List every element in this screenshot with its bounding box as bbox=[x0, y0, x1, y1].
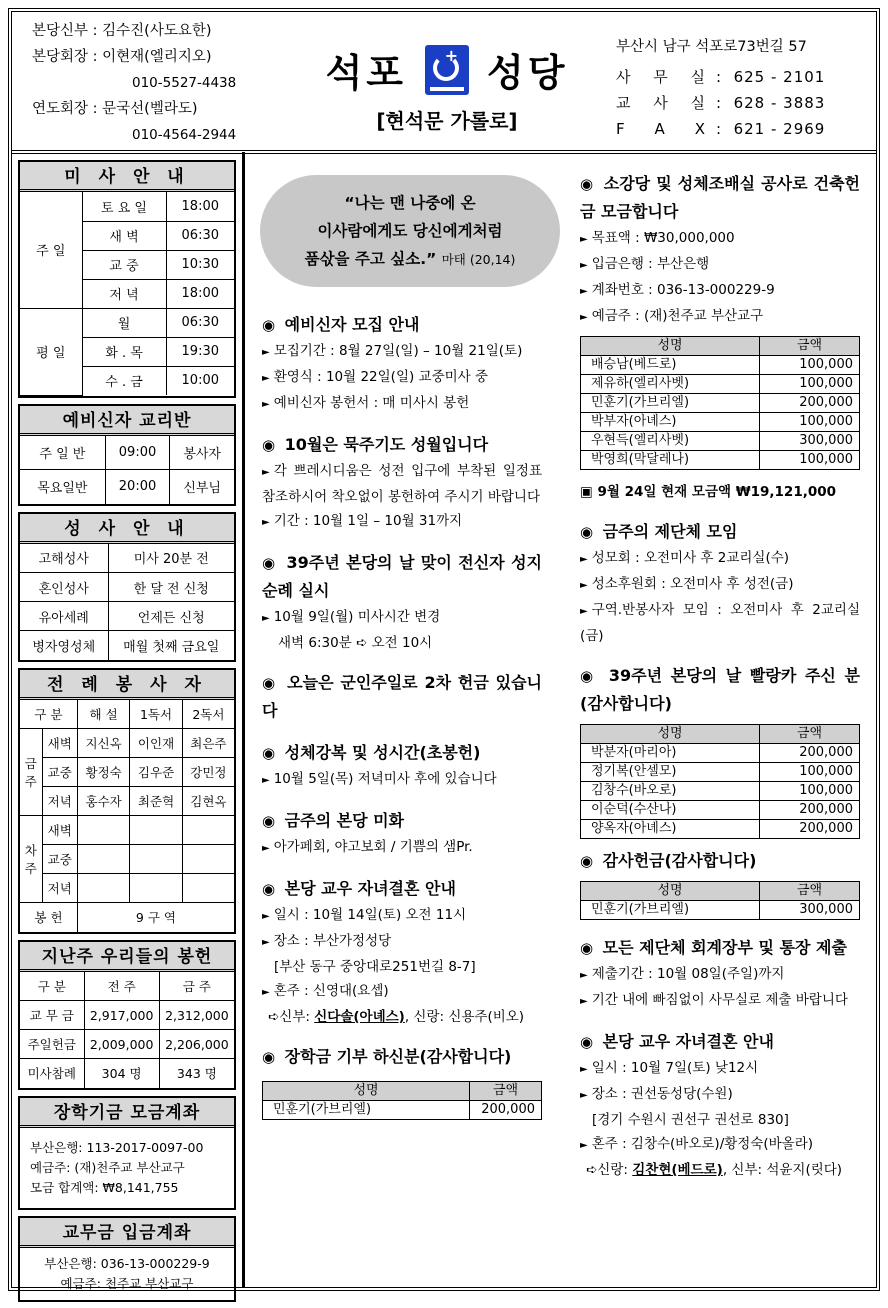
mass-schedule: 미 사 안 내 주 일 토 요 일 18:00 새 벽 06:30 교 중 10:30 저 녁 18:00 평 일 월 06:30 화 . 목 19:30 수 . 금 10:00 bbox=[18, 160, 236, 398]
parish-title bbox=[312, 42, 582, 134]
donor-table: 성명 금액 민훈기(가브리엘) 300,000 bbox=[580, 881, 860, 920]
arrow-icon: ► bbox=[580, 606, 588, 617]
notice-cleaning: ◉ 금주의 본당 미화 ► 아가페회, 야고보회 / 기쁨의 샘Pr. bbox=[262, 811, 473, 855]
address: 부산시 남구 석포로73번길 57 bbox=[616, 39, 807, 55]
bullet-icon: ◉ bbox=[580, 1033, 594, 1051]
notice-rosary: ◉ 10월은 묵주기도 성월입니다 ► 각 쁘레시디움은 성전 입구에 부착된 일정표 참조하시어 착오없이 봉헌하여 주시기 바랍니다 ► 기간 : 10월 1일 – 10월 31까지 bbox=[262, 435, 542, 529]
notice-benediction: ◉ 성체강복 및 성시간(초봉헌) ► 10월 5일(목) 저녁미사 후에 있습니다 bbox=[262, 743, 497, 787]
arrow-icon: ► bbox=[580, 1064, 588, 1075]
notice-palanca-donors: ◉ 39주년 본당의 날 빨랑카 주신 분(감사합니다) 성명 금액 박분자(마리아) 200,000 정기복(안셀모) 100,000 김창수(바오로) 100,000 이순덕(수산나) 200,000 양옥자(아녜스) 200,000 bbox=[580, 662, 860, 839]
contact-info bbox=[616, 34, 825, 142]
header-divider bbox=[12, 150, 876, 154]
arrow-icon: ► bbox=[580, 580, 588, 591]
arrow-icon: ► bbox=[262, 911, 270, 922]
notice-pilgrimage: ◉ 39주년 본당의 날 맞이 전신자 성지순례 실시 ► 10월 9일(월) 미사시간 변경 새벽 6:30분 ➪ 오전 10시 bbox=[262, 553, 543, 651]
arrow-icon: ► bbox=[262, 467, 270, 478]
parish-logo-icon: + bbox=[425, 45, 469, 95]
notice-thanks-offering: ◉ 감사헌금(감사합니다) 성명 금액 민훈기(가브리엘) 300,000 bbox=[580, 847, 860, 920]
notice-wedding-1: ◉ 본당 교우 자녀결혼 안내 ► 일시 : 10월 14일(토) 오전 11시 ► 장소 : 부산가정성당 [부산 동구 중앙대로251번길 8-7] ► 혼주 : 신영대(요셉) ➪신부: 신다솔(아녜스), 신랑: 신용주(비오) bbox=[262, 879, 525, 1025]
contact-office: 사 무 실 : 625 - 2101 bbox=[616, 68, 826, 86]
bullet-icon: ◉ bbox=[580, 939, 594, 957]
arrow-icon: ► bbox=[262, 937, 270, 948]
notice-wedding-2: ◉ 본당 교우 자녀결혼 안내 ► 일시 : 10월 7일(토) 낮12시 ► 장소 : 권선동성당(수원) [경기 수원시 권선구 권선로 830] ► 혼주 : 김창수(바오로)/황정숙(바올라) ➪신랑: 김찬현(베드로), 신부: 석윤지(릿다) bbox=[580, 1032, 843, 1178]
arrow-icon: ► bbox=[580, 996, 588, 1007]
notice-catechumen: ◉ 예비신자 모집 안내 ► 모집기간 : 8월 27일(일) – 10월 21일(토) ► 환영식 : 10월 22일(일) 교중미사 중 ► 예비신자 봉헌서 : 매 미사시 봉헌 bbox=[262, 315, 523, 411]
bullet-icon: ◉ bbox=[262, 880, 276, 898]
notice-scholarship-donors: ◉ 장학금 기부 하신분(감사합니다) 성명 금액 민훈기(가브리엘) 200,000 bbox=[262, 1043, 542, 1120]
notice-military-sunday: ◉ 오늘은 군인주일로 2차 헌금 있습니다 bbox=[262, 673, 542, 720]
bullet-icon: ◉ bbox=[262, 554, 276, 572]
arrow-icon: ► bbox=[580, 554, 588, 565]
arrow-icon: ► bbox=[262, 987, 270, 998]
scholarship-account: 장학기금 모금계좌 부산은행: 113-2017-0097-00 예금주: (재)천주교 부산교구 모금 합계액: ₩8,141,755 bbox=[18, 1096, 236, 1210]
arrow-icon: ► bbox=[262, 399, 270, 410]
bullet-icon: ◉ bbox=[262, 744, 276, 762]
contact-teachers: 교 사 실 : 628 - 3883 bbox=[616, 94, 826, 112]
donor-table: 성명 금액 박분자(마리아) 200,000 정기복(안셀모) 100,000 김창수(바오로) 100,000 이순덕(수산나) 200,000 양옥자(아녜스) 200,000 bbox=[580, 724, 860, 839]
title-right: 성당 bbox=[487, 51, 569, 95]
donor-table: 성명 금액 배승남(베드로) 100,000 제유하(엘리사벳) 100,000 민훈기(가브리엘) 200,000 박부자(아녜스) 100,000 우현득(엘리사벳) 300,000 박영희(막달레나) 100,000 bbox=[580, 336, 860, 470]
bullet-icon: ◉ bbox=[580, 667, 597, 685]
notice-ledger-submission: ◉ 모든 제단체 회계장부 및 통장 제출 ► 제출기간 : 10월 08일(주일)까지 ► 기간 내에 빠짐없이 사무실로 제출 바랍니다 bbox=[580, 938, 848, 1008]
right-column bbox=[580, 170, 860, 1182]
bullet-icon: ◉ bbox=[580, 852, 594, 870]
clergy-info: 본당신부 : 김수진(사도요한) 본당회장 : 이현재(엘리지오) 010-5527-4438 연도회장 : 문국선(벨라도) 010-4564-2944 bbox=[32, 23, 237, 143]
arrow-icon: ► bbox=[262, 613, 270, 624]
arrow-icon: ► bbox=[580, 286, 588, 297]
bullet-icon: ◉ bbox=[262, 1048, 276, 1066]
sidebar-divider bbox=[242, 152, 245, 1287]
arrow-icon: ► bbox=[262, 775, 270, 786]
contact-fax: F A X : 621 - 2969 bbox=[616, 120, 826, 138]
donor-table: 성명 금액 민훈기(가브리엘) 200,000 bbox=[262, 1081, 542, 1120]
notice-group-meetings: ◉ 금주의 제단체 모임 ► 성모회 : 오전미사 후 2교리실(수) ► 성소후원회 : 오전미사 후 성전(금) ► 구역.반봉사자 모임 : 오전미사 후 2교리실(금) bbox=[580, 522, 860, 644]
notice-building-fund: ◉ 소강당 및 성체조배실 공사로 건축헌금 모금합니다 ► 목표액 : ₩30,000,000 ► 입금은행 : 부산은행 ► 계좌번호 : 036-13-000229-9 ► 예금주 : (재)천주교 부산교구 성명 금액 배승남(베드로) 100,000 제유하(엘리사벳) 100,000 민훈기(가브리엘) 200,000 박부자(아녜스) 100,000 우현득(엘리사벳) 300,000 박영희(막달레나) 100,000 ▣ 9월 24일 현재 모금액 ₩19,121,000 bbox=[580, 170, 860, 504]
bullet-icon: ◉ bbox=[262, 674, 277, 692]
middle-column bbox=[262, 175, 542, 1120]
arrow-icon: ► bbox=[262, 517, 270, 528]
sacraments-info: 성 사 안 내 고해성사 미사 20분 전 혼인성사 한 달 전 신청 유아세례 언제든 신청 병자영성체 매월 첫째 금요일 bbox=[18, 512, 236, 662]
arrow-icon: ► bbox=[262, 843, 270, 854]
bullet-icon: ◉ bbox=[580, 523, 594, 541]
sidebar bbox=[18, 160, 236, 1308]
arrow-icon: ► bbox=[580, 1090, 588, 1101]
dues-account: 교무금 입금계좌 부산은행: 036-13-000229-9 예금주: 천주교 부산교구 bbox=[18, 1216, 236, 1302]
arrow-icon: ► bbox=[262, 373, 270, 384]
scripture-quote: “나는 맨 나중에 온 이사람에게도 당신에게처럼 품삯을 주고 싶소.” 마태 (20,14) bbox=[260, 175, 560, 287]
bullet-icon: ◉ bbox=[262, 812, 276, 830]
title-left: 석포 bbox=[325, 51, 407, 95]
arrow-icon: ► bbox=[580, 970, 588, 981]
bullet-icon: ◉ bbox=[262, 316, 276, 334]
bullet-icon: ◉ bbox=[580, 175, 594, 193]
weekly-offerings: 지난주 우리들의 봉헌 구 분 전 주 금 주 교 무 금 2,917,000 2,312,000 주일헌금 2,009,000 2,206,000 미사참례 304 명 343 명 bbox=[18, 940, 236, 1090]
patron-subtitle: [현석문 가롤로] bbox=[376, 109, 518, 133]
arrow-icon: ► bbox=[580, 260, 588, 271]
arrow-icon: ► bbox=[580, 1140, 588, 1151]
arrow-icon: ► bbox=[580, 234, 588, 245]
bullet-icon: ◉ bbox=[262, 436, 276, 454]
fund-total: ▣ 9월 24일 현재 모금액 ₩19,121,000 bbox=[580, 484, 837, 500]
bulletin-header bbox=[12, 12, 876, 152]
catechumen-class: 예비신자 교리반 주 일 반 09:00 봉사자 목요일반 20:00 신부님 bbox=[18, 404, 236, 506]
liturgy-ministers: 전 례 봉 사 자 구 분 해 설 1독서 2독서 금주 새벽 지신옥 이인재 최은주 교중 황정숙 김우준 강민정 저녁 홍수자 최준혁 김현옥 차주 새벽 교중 저녁 봉 헌 9 구 역 bbox=[18, 668, 236, 934]
arrow-icon: ► bbox=[580, 312, 588, 323]
arrow-icon: ► bbox=[262, 347, 270, 358]
